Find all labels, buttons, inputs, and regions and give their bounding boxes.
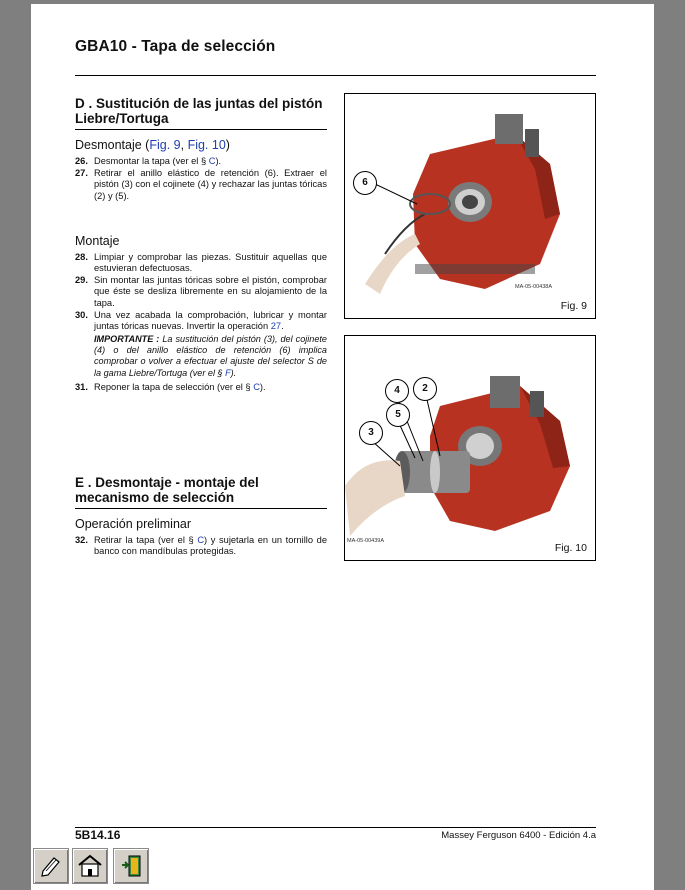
section-e-rule <box>75 508 327 509</box>
footer-rule <box>75 827 596 828</box>
step-30: 30. Una vez acabada la comprobación, lubricar y montar juntas tóricas nuevas. Invertir la operación 27. <box>75 309 327 332</box>
desmontaje-heading: Desmontaje (Fig. 9, Fig. 10) <box>75 138 230 152</box>
figure-9-code: MA-05-00438A <box>515 284 552 290</box>
callout-5: 5 <box>386 403 410 427</box>
figure-10 <box>344 335 596 561</box>
home-icon <box>73 849 107 883</box>
page-number: 5B14.16 <box>75 828 121 842</box>
section-d-heading: D . Sustitución de las juntas del pistón Liebre/Tortuga <box>75 96 323 126</box>
fig10-link[interactable]: Fig. 10 <box>187 138 226 152</box>
step-26: 26. Desmontar la tapa (ver el § C). <box>75 156 222 166</box>
notes-icon <box>34 849 68 883</box>
step-28: 28. Limpiar y comprobar las piezas. Sustituir aquellas que estuvieran defectuosas. <box>75 251 327 274</box>
figure-10-caption: Fig. 10 <box>554 542 587 554</box>
callout-3: 3 <box>359 421 383 445</box>
section-c-link[interactable]: C <box>253 381 260 392</box>
footer-edition: Massey Ferguson 6400 - Edición 4.a <box>441 830 596 841</box>
callout-6: 6 <box>353 171 377 195</box>
figure-10-photo <box>345 336 595 560</box>
section-f-link[interactable]: F <box>225 367 231 378</box>
step-32: 32. Retirar la tapa (ver el § C) y sujetarla en un tornillo de banco con mandíbulas protegidas. <box>75 535 327 557</box>
section-d <box>75 96 327 394</box>
exit-icon <box>114 849 148 883</box>
page-title: GBA10 - Tapa de selección <box>75 38 276 55</box>
section-e-heading: E . Desmontaje - montaje del mecanismo de selección <box>75 475 259 505</box>
operation-27-link[interactable]: 27 <box>270 321 282 332</box>
figure-9-caption: Fig. 9 <box>560 300 587 312</box>
figure-9-photo <box>345 94 595 318</box>
section-e <box>75 475 327 558</box>
home-button[interactable] <box>72 848 108 884</box>
fig9-link[interactable]: Fig. 9 <box>149 138 181 152</box>
important-note: IMPORTANTE : La sustitución del pistón (3), del cojinete (4) o del anillo elástico de retención (6) implica comprobar o volver a efectuar el ajuste del selector S de la gama Liebre/Tortuga (ver el § F). <box>94 334 327 378</box>
step-29: 29. Sin montar las juntas tóricas sobre el pistón, comprobar que éste se desliza libremente en su alojamiento de la tapa. <box>75 275 327 308</box>
notes-button[interactable] <box>33 848 69 884</box>
callout-2: 2 <box>413 377 437 401</box>
callout-4: 4 <box>385 379 409 403</box>
exit-button[interactable] <box>113 848 149 884</box>
section-c-link[interactable]: C <box>208 156 216 166</box>
figure-9 <box>344 93 596 319</box>
document-page <box>31 4 654 890</box>
section-d-rule <box>75 129 327 130</box>
operacion-preliminar-heading: Operación preliminar <box>75 517 192 531</box>
montaje-heading: Montaje <box>75 233 120 248</box>
step-27: 27. Retirar el anillo elástico de retención (6). Extraer el pistón (3) con el cojinete (4) y rechazar las juntas tóricas (2) y (5). <box>75 168 327 201</box>
step-31: 31. Reponer la tapa de selección (ver el § C). <box>75 381 266 392</box>
title-rule <box>75 75 596 76</box>
figure-10-code: MA-05-00439A <box>347 538 384 544</box>
section-c-link[interactable]: C <box>197 535 205 545</box>
